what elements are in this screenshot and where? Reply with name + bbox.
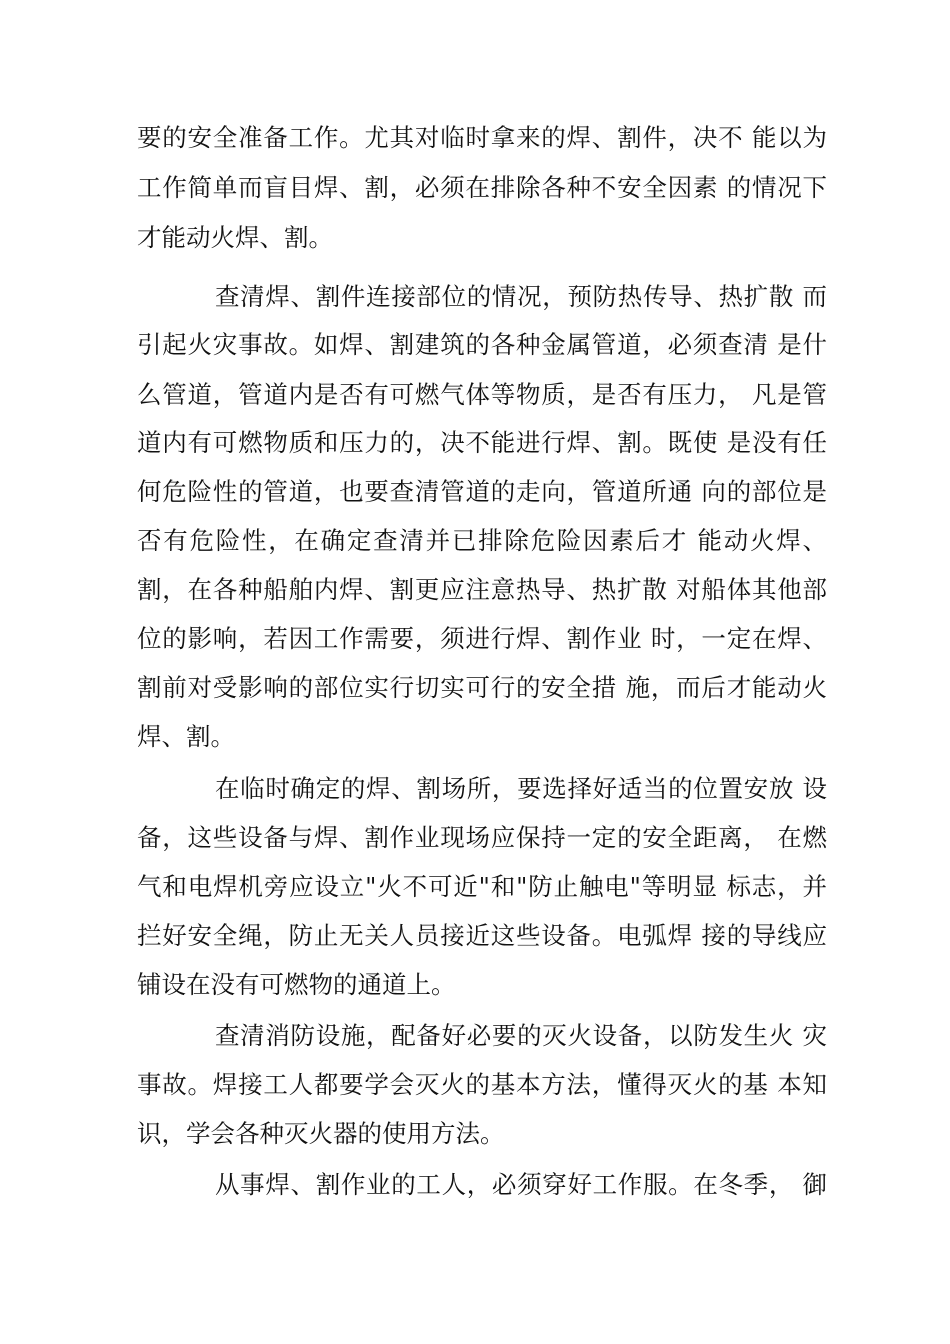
text-line: 位的影响，若因工作需要，须进行焊、割作业 时，一定在焊、 bbox=[137, 624, 827, 653]
text-line: 铺设在没有可燃物的通道上。 bbox=[137, 970, 456, 999]
text-line: 焊、割。 bbox=[137, 722, 235, 751]
paragraph-first-line: 在临时确定的焊、割场所，要选择好适当的位置安放 设 bbox=[215, 774, 827, 803]
text-line: 引起火灾事故。如焊、割建筑的各种金属管道，必须查清 是什 bbox=[137, 330, 827, 359]
text-line: 否有危险性，在确定查清并已排除危险因素后才 能动火焊、 bbox=[137, 526, 827, 555]
text-line: 割，在各种船舶内焊、割更应注意热导、热扩散 对船体其他部 bbox=[137, 575, 827, 604]
text-line: 工作简单而盲目焊、割，必须在排除各种不安全因素 的情况下 bbox=[137, 173, 827, 202]
paragraph-first-line: 从事焊、割作业的工人，必须穿好工作服。在冬季， 御 bbox=[215, 1170, 827, 1199]
paragraph-first-line: 查清焊、割件连接部位的情况，预防热传导、热扩散 而 bbox=[215, 282, 827, 311]
text-line: 么管道，管道内是否有可燃气体等物质，是否有压力， 凡是管 bbox=[137, 380, 827, 409]
text-line: 割前对受影响的部位实行切实可行的安全措 施，而后才能动火 bbox=[137, 673, 827, 702]
text-line: 识，学会各种灭火器的使用方法。 bbox=[137, 1119, 505, 1148]
text-line: 道内有可燃物质和压力的，决不能进行焊、割。既使 是没有任 bbox=[137, 428, 827, 457]
text-line: 备，这些设备与焊、割作业现场应保持一定的安全距离， 在燃 bbox=[137, 823, 827, 852]
text-line: 气和电焊机旁应设立"火不可近"和"防止触电"等明显 标志，并 bbox=[137, 872, 827, 901]
text-line: 事故。焊接工人都要学会灭火的基本方法，懂得灭火的基 本知 bbox=[137, 1070, 827, 1099]
text-line: 要的安全准备工作。尤其对临时拿来的焊、割件，决不 能以为 bbox=[137, 123, 827, 152]
text-line: 拦好安全绳，防止无关人员接近这些设备。电弧焊 接的导线应 bbox=[137, 921, 827, 950]
paragraph-first-line: 查清消防设施，配备好必要的灭火设备，以防发生火 灾 bbox=[215, 1021, 827, 1050]
text-line: 才能动火焊、割。 bbox=[137, 223, 333, 252]
text-line: 何危险性的管道，也要查清管道的走向，管道所通 向的部位是 bbox=[137, 477, 827, 506]
